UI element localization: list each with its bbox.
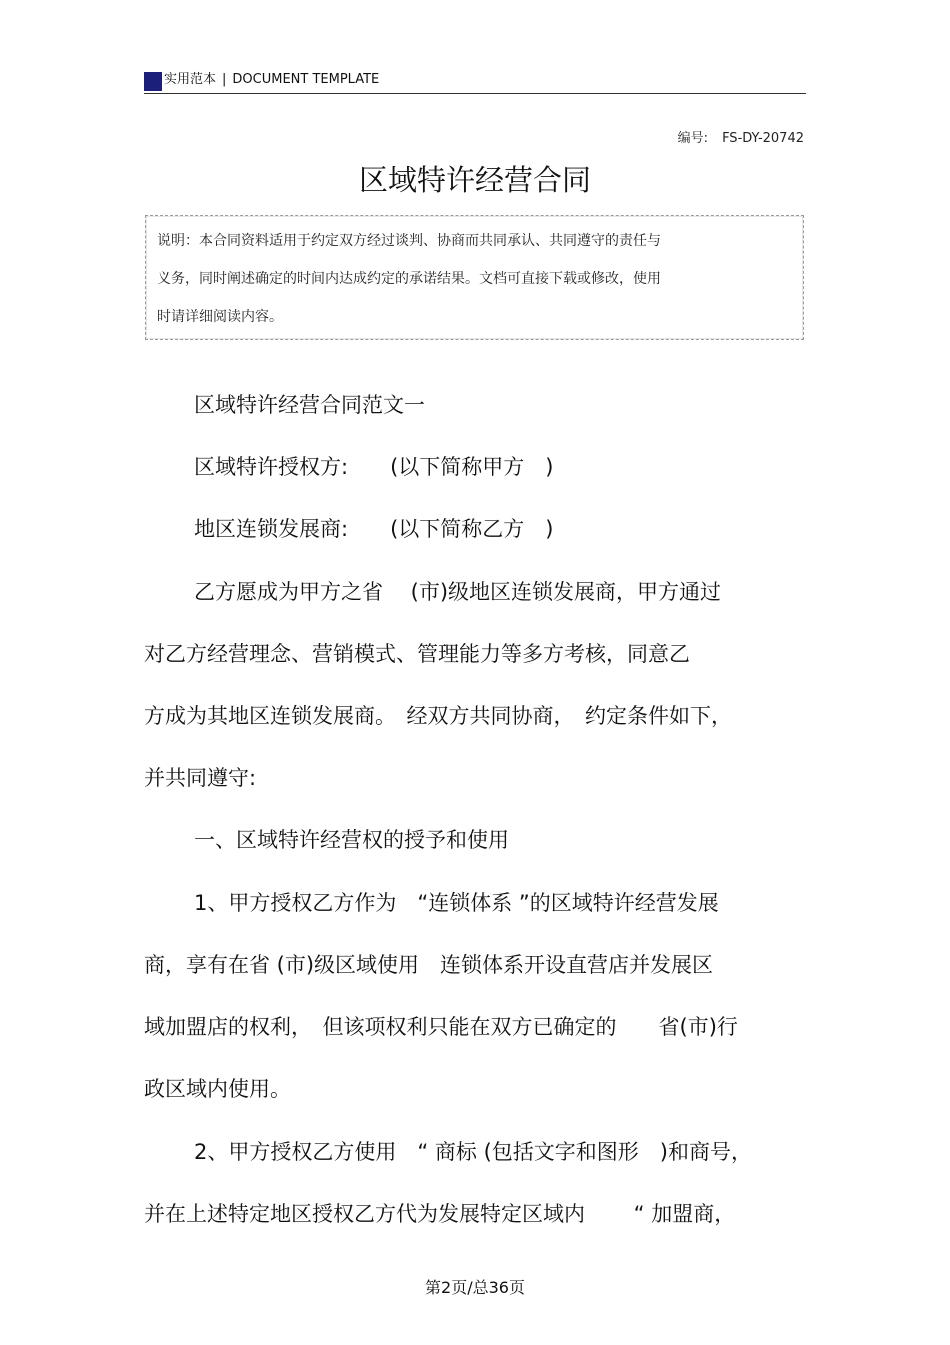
notice-box bbox=[145, 215, 804, 340]
paragraph-line: 商，享有在省 (市)级区域使用 连锁体系开设直营店并发展区 bbox=[144, 953, 714, 977]
page-header bbox=[144, 68, 806, 94]
document-title: 区域特许经营合同 bbox=[358, 163, 591, 197]
paragraph-line: 政区域内使用。 bbox=[144, 1077, 291, 1101]
header-separator: | bbox=[222, 72, 227, 87]
notice-line: 说明：本合同资料适用于约定双方经过谈判、协商而共同承认、共同遵守的责任与 bbox=[157, 233, 661, 249]
header-text bbox=[164, 72, 379, 88]
document-number-value: FS-DY-20742 bbox=[722, 131, 804, 146]
document-number bbox=[678, 127, 804, 146]
paragraph-line: 域加盟店的权利， 但该项权利只能在双方已确定的 省(市)行 bbox=[144, 1015, 738, 1039]
paragraph-line: 地区连锁发展商: (以下简称乙方 ) bbox=[194, 517, 554, 541]
notice-line: 时请详细阅读内容。 bbox=[157, 309, 283, 325]
section-heading: 一、区域特许经营权的授予和使用 bbox=[194, 828, 509, 852]
paragraph-line: 方成为其地区连锁发展商。 经双方共同协商， 约定条件如下， bbox=[144, 704, 732, 728]
paragraph-line: 并在上述特定地区授权乙方代为发展特定区域内 “ 加盟商， bbox=[144, 1202, 736, 1226]
notice-line: 义务，同时阐述确定的时间内达成约定的承诺结果。文档可直接下载或修改，使用 bbox=[157, 271, 661, 287]
paragraph-line: 对乙方经营理念、营销模式、管理能力等多方考核，同意乙 bbox=[144, 642, 690, 666]
header-brand: 实用范本 bbox=[164, 72, 217, 87]
header-template-label: DOCUMENT TEMPLATE bbox=[232, 72, 380, 87]
paragraph-line: 区域特许经营合同范文一 bbox=[194, 393, 425, 417]
logo-square-icon bbox=[144, 72, 162, 91]
paragraph-line: 并共同遵守: bbox=[144, 766, 257, 790]
paragraph-line: 乙方愿成为甲方之省 (市)级地区连锁发展商，甲方通过 bbox=[194, 580, 722, 604]
paragraph-line: 1、甲方授权乙方作为 “连锁体系 ”的区域特许经营发展 bbox=[194, 891, 719, 915]
document-number-label: 编号: bbox=[677, 131, 709, 146]
paragraph-line: 区域特许授权方: (以下简称甲方 ) bbox=[194, 455, 554, 479]
page-footer: 第2页/总36页 bbox=[425, 1278, 525, 1297]
paragraph-line: 2、甲方授权乙方使用 “ 商标 (包括文字和图形 )和商号， bbox=[194, 1140, 752, 1164]
